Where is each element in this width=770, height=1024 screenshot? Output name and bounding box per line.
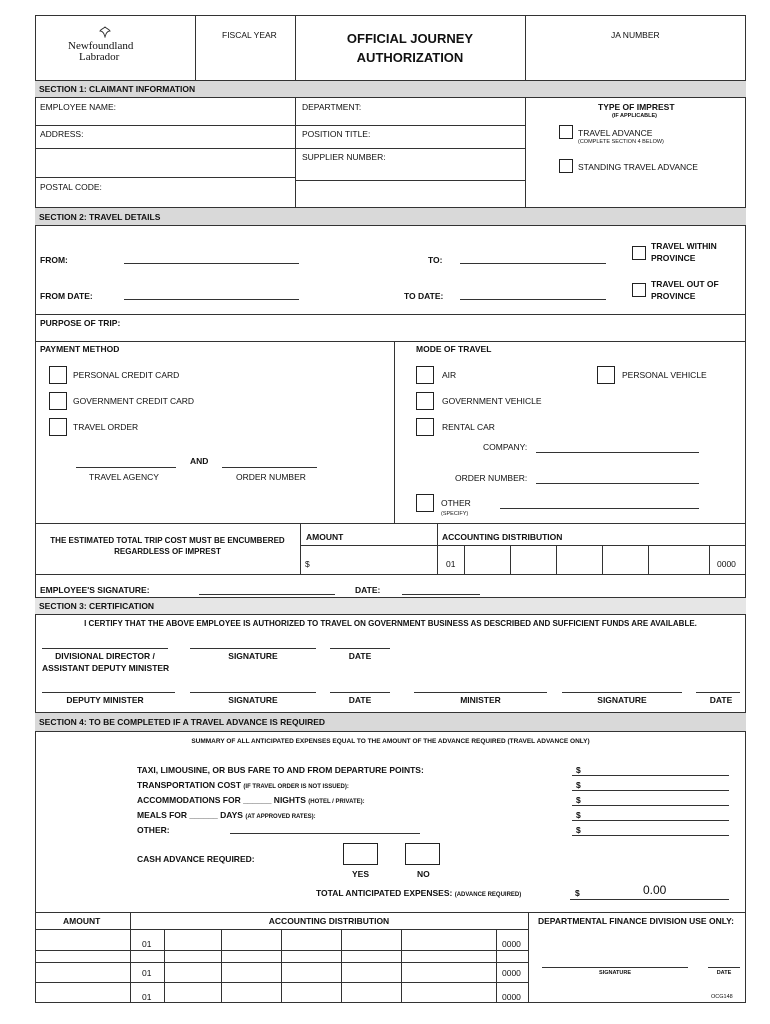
postal-code-field[interactable] bbox=[110, 180, 290, 206]
footer-row1-end: 0000 bbox=[502, 939, 521, 949]
travel-advance-label: TRAVEL ADVANCE bbox=[578, 128, 653, 138]
company-label: COMPANY: bbox=[483, 442, 528, 452]
transport-note: (IF TRAVEL ORDER IS NOT ISSUED): bbox=[243, 784, 349, 790]
deputy-date-field[interactable] bbox=[330, 692, 390, 693]
section1-header bbox=[35, 80, 746, 98]
order-number2-field[interactable] bbox=[536, 483, 699, 484]
imprest-title: TYPE OF IMPREST bbox=[598, 102, 675, 112]
pitcher-plant-icon bbox=[98, 26, 112, 38]
employee-date-label: DATE: bbox=[355, 585, 381, 595]
div-director-signature-field[interactable] bbox=[190, 648, 316, 649]
fiscal-year-label: FISCAL YEAR bbox=[222, 30, 277, 40]
no-label: NO bbox=[417, 869, 430, 879]
travel-order-label: TRAVEL ORDER bbox=[73, 422, 139, 432]
ja-number-label: JA NUMBER bbox=[611, 30, 660, 40]
footer-row1-code: 01 bbox=[142, 939, 152, 949]
div-director-date-field[interactable] bbox=[330, 648, 390, 649]
standing-advance-checkbox[interactable] bbox=[559, 159, 573, 173]
meals-note: (AT APPROVED RATES): bbox=[245, 814, 316, 820]
form-title-line1: OFFICIAL JOURNEY bbox=[346, 31, 474, 46]
total-expenses-note: (ADVANCE REQUIRED) bbox=[454, 892, 522, 898]
travel-agency-label: TRAVEL AGENCY bbox=[89, 472, 159, 482]
air-label: AIR bbox=[442, 370, 457, 380]
from-field[interactable] bbox=[124, 263, 299, 264]
footer-row1-amount-field[interactable] bbox=[37, 931, 128, 949]
gov-credit-card-label: GOVERNMENT CREDIT CARD bbox=[73, 396, 195, 406]
taxi-label: TAXI, LIMOUSINE, OR BUS FARE TO AND FROM DEPARTURE POINTS: bbox=[137, 765, 424, 775]
other-specify-field[interactable] bbox=[500, 508, 699, 509]
taxi-dollar: $ bbox=[576, 765, 581, 775]
other-label: OTHER bbox=[441, 498, 471, 508]
other-amount-field[interactable] bbox=[572, 835, 729, 836]
summary-statement: SUMMARY OF ALL ANTICIPATED EXPENSES EQUAL TO THE AMOUNT OF THE ADVANCE REQUIRED (TRAVEL ADVANCE ONLY) bbox=[191, 738, 590, 745]
supplier-number-label: SUPPLIER NUMBER: bbox=[302, 152, 386, 162]
logo-line2: Labrador bbox=[79, 51, 120, 63]
footer-row3-code: 01 bbox=[142, 992, 152, 1002]
and-label: AND bbox=[190, 456, 209, 466]
meals-amount-field[interactable] bbox=[572, 820, 729, 821]
div-director-date-label: DATE bbox=[348, 651, 372, 661]
from-label: FROM: bbox=[40, 255, 68, 265]
travel-order-checkbox[interactable] bbox=[49, 418, 67, 436]
imprest-subtitle: (IF APPLICABLE) bbox=[612, 113, 658, 119]
travel-within-label1: TRAVEL WITHIN bbox=[651, 241, 717, 251]
meals-dollar: $ bbox=[576, 810, 581, 820]
to-date-field[interactable] bbox=[460, 299, 606, 300]
footer-row2-code: 01 bbox=[142, 968, 152, 978]
rental-car-label: RENTAL CAR bbox=[442, 422, 495, 432]
finance-signature-field[interactable] bbox=[542, 967, 688, 968]
deputy-signature-label: SIGNATURE bbox=[228, 695, 278, 705]
transport-text: TRANSPORTATION COST bbox=[137, 780, 242, 790]
position-title-field[interactable] bbox=[375, 127, 520, 146]
travel-out-checkbox[interactable] bbox=[632, 283, 646, 297]
total-expenses-label bbox=[316, 889, 521, 898]
travel-advance-checkbox[interactable] bbox=[559, 125, 573, 139]
gov-logo bbox=[60, 26, 150, 70]
purpose-field[interactable] bbox=[125, 316, 740, 340]
minister-signature-label: SIGNATURE bbox=[597, 695, 647, 705]
footer-row2-end: 0000 bbox=[502, 968, 521, 978]
minister-label: MINISTER bbox=[460, 695, 501, 705]
form-title-line2: AUTHORIZATION bbox=[356, 50, 464, 65]
address-label: ADDRESS: bbox=[40, 129, 84, 139]
from-date-label: FROM DATE: bbox=[40, 291, 93, 301]
finance-date-field[interactable] bbox=[708, 967, 740, 968]
section4-header bbox=[35, 712, 746, 732]
logo-line1: Newfoundland bbox=[68, 40, 134, 52]
certification-statement: I CERTIFY THAT THE ABOVE EMPLOYEE IS AUTHORIZED TO TRAVEL ON GOVERNMENT BUSINESS AS DESCRIBED AND SUFFICIENT FUNDS ARE AVAILABLE. bbox=[84, 619, 697, 628]
accommodations-amount-field[interactable] bbox=[572, 805, 729, 806]
to-date-label: TO DATE: bbox=[404, 291, 444, 301]
rental-car-checkbox[interactable] bbox=[416, 418, 434, 436]
personal-vehicle-checkbox[interactable] bbox=[597, 366, 615, 384]
cash-advance-label: CASH ADVANCE REQUIRED: bbox=[137, 854, 255, 864]
accommodations-dollar: $ bbox=[576, 795, 581, 805]
footer-row2-amount-field[interactable] bbox=[37, 964, 128, 981]
mode-of-travel-title: MODE OF TRAVEL bbox=[416, 344, 492, 354]
section2-header bbox=[35, 207, 746, 226]
minister-date-label: DATE bbox=[709, 695, 733, 705]
order-number2-label: ORDER NUMBER: bbox=[455, 473, 528, 483]
footer-acct-dist-header: ACCOUNTING DISTRIBUTION bbox=[268, 916, 390, 926]
accommodations-label bbox=[137, 796, 365, 805]
minister-signature-field[interactable] bbox=[562, 692, 682, 693]
form-code: OCG148 bbox=[711, 994, 733, 1000]
gov-vehicle-label: GOVERNMENT VEHICLE bbox=[442, 396, 542, 406]
meals-text: MEALS FOR ______ DAYS bbox=[137, 810, 243, 820]
transport-amount-field[interactable] bbox=[572, 790, 729, 791]
total-dollar: $ bbox=[575, 888, 580, 898]
personal-vehicle-label: PERSONAL VEHICLE bbox=[622, 370, 707, 380]
travel-within-checkbox[interactable] bbox=[632, 246, 646, 260]
deputy-signature-field[interactable] bbox=[190, 692, 316, 693]
cash-advance-no-checkbox[interactable] bbox=[405, 843, 440, 865]
other-dollar: $ bbox=[576, 825, 581, 835]
footer-amount-header: AMOUNT bbox=[63, 916, 101, 926]
acct-code-01: 01 bbox=[446, 559, 456, 569]
section2-title: SECTION 2: TRAVEL DETAILS bbox=[39, 211, 161, 222]
employee-name-label: EMPLOYEE NAME: bbox=[40, 102, 117, 112]
section3-title: SECTION 3: CERTIFICATION bbox=[39, 601, 155, 611]
employee-signature-field[interactable] bbox=[199, 594, 335, 595]
position-title-label: POSITION TITLE: bbox=[302, 129, 371, 139]
purpose-label: PURPOSE OF TRIP: bbox=[40, 318, 121, 328]
deputy-date-label: DATE bbox=[348, 695, 372, 705]
acct-code-0000: 0000 bbox=[717, 559, 736, 569]
department-field[interactable] bbox=[370, 100, 520, 122]
section3-header bbox=[35, 597, 746, 615]
div-director-signature-label: SIGNATURE bbox=[228, 651, 278, 661]
supplier-number-field[interactable] bbox=[390, 150, 520, 178]
accommodations-text: ACCOMMODATIONS FOR ______ NIGHTS bbox=[137, 795, 306, 805]
order-number-label: ORDER NUMBER bbox=[236, 472, 306, 482]
div-director-label2: ASSISTANT DEPUTY MINISTER bbox=[42, 663, 170, 673]
taxi-amount-field[interactable] bbox=[572, 775, 729, 776]
standing-advance-label: STANDING TRAVEL ADVANCE bbox=[578, 162, 698, 172]
amount-header: AMOUNT bbox=[306, 532, 344, 542]
footer-row3-end: 0000 bbox=[502, 992, 521, 1002]
div-director-label1: DIVISIONAL DIRECTOR / bbox=[55, 651, 155, 661]
order-number-field[interactable] bbox=[222, 467, 317, 468]
specify-label: (SPECIFY) bbox=[441, 511, 469, 517]
finance-signature-label: SIGNATURE bbox=[599, 970, 631, 976]
travel-out-label2: PROVINCE bbox=[651, 291, 696, 301]
gov-vehicle-checkbox[interactable] bbox=[416, 392, 434, 410]
travel-agency-field[interactable] bbox=[76, 467, 176, 468]
air-checkbox[interactable] bbox=[416, 366, 434, 384]
accounting-distribution-header: ACCOUNTING DISTRIBUTION bbox=[442, 532, 563, 542]
transport-dollar: $ bbox=[576, 780, 581, 790]
total-expenses-text: TOTAL ANTICIPATED EXPENSES: bbox=[316, 888, 453, 898]
minister-date-field[interactable] bbox=[696, 692, 740, 693]
from-date-field[interactable] bbox=[124, 299, 299, 300]
yes-label: YES bbox=[352, 869, 370, 879]
finance-date-label: DATE bbox=[716, 970, 732, 976]
employee-date-field[interactable] bbox=[402, 594, 480, 595]
section4-title: SECTION 4: TO BE COMPLETED IF A TRAVEL ADVANCE IS REQUIRED bbox=[39, 717, 326, 727]
estimated-cost-line2: REGARDLESS OF IMPREST bbox=[114, 547, 221, 556]
meals-label bbox=[137, 811, 316, 820]
travel-advance-note: (COMPLETE SECTION 4 BELOW) bbox=[578, 139, 664, 145]
estimated-cost-line1: THE ESTIMATED TOTAL TRIP COST MUST BE ENCUMBERED bbox=[50, 536, 285, 545]
amount-field[interactable] bbox=[316, 547, 434, 572]
gov-credit-card-checkbox[interactable] bbox=[49, 392, 67, 410]
department-label: DEPARTMENT: bbox=[302, 102, 362, 112]
travel-within-label2: PROVINCE bbox=[651, 253, 696, 263]
finance-use-only: DEPARTMENTAL FINANCE DIVISION USE ONLY: bbox=[538, 916, 734, 926]
travel-out-label1: TRAVEL OUT OF bbox=[651, 279, 719, 289]
employee-name-field[interactable] bbox=[150, 100, 290, 122]
amount-dollar-sign: $ bbox=[305, 559, 310, 569]
company-field[interactable] bbox=[536, 452, 699, 453]
accommodations-note: (HOTEL / PRIVATE): bbox=[308, 799, 365, 805]
address-field[interactable] bbox=[90, 127, 290, 175]
section1-title: SECTION 1: CLAIMANT INFORMATION bbox=[39, 84, 196, 94]
postal-code-label: POSTAL CODE: bbox=[40, 182, 102, 192]
cash-advance-yes-checkbox[interactable] bbox=[343, 843, 378, 865]
to-field[interactable] bbox=[460, 263, 606, 264]
payment-method-title: PAYMENT METHOD bbox=[40, 344, 120, 354]
other-expense-field[interactable] bbox=[230, 833, 420, 834]
personal-credit-card-checkbox[interactable] bbox=[49, 366, 67, 384]
deputy-minister-label: DEPUTY MINISTER bbox=[66, 695, 144, 705]
total-expenses-value: 0.00 bbox=[643, 883, 667, 897]
transport-label bbox=[137, 781, 349, 790]
other-checkbox[interactable] bbox=[416, 494, 434, 512]
footer-row3-amount-field[interactable] bbox=[37, 984, 128, 1002]
other-expense-label: OTHER: bbox=[137, 825, 170, 835]
to-label: TO: bbox=[428, 255, 443, 265]
personal-credit-card-label: PERSONAL CREDIT CARD bbox=[73, 370, 180, 380]
employee-signature-label: EMPLOYEE'S SIGNATURE: bbox=[40, 585, 150, 595]
